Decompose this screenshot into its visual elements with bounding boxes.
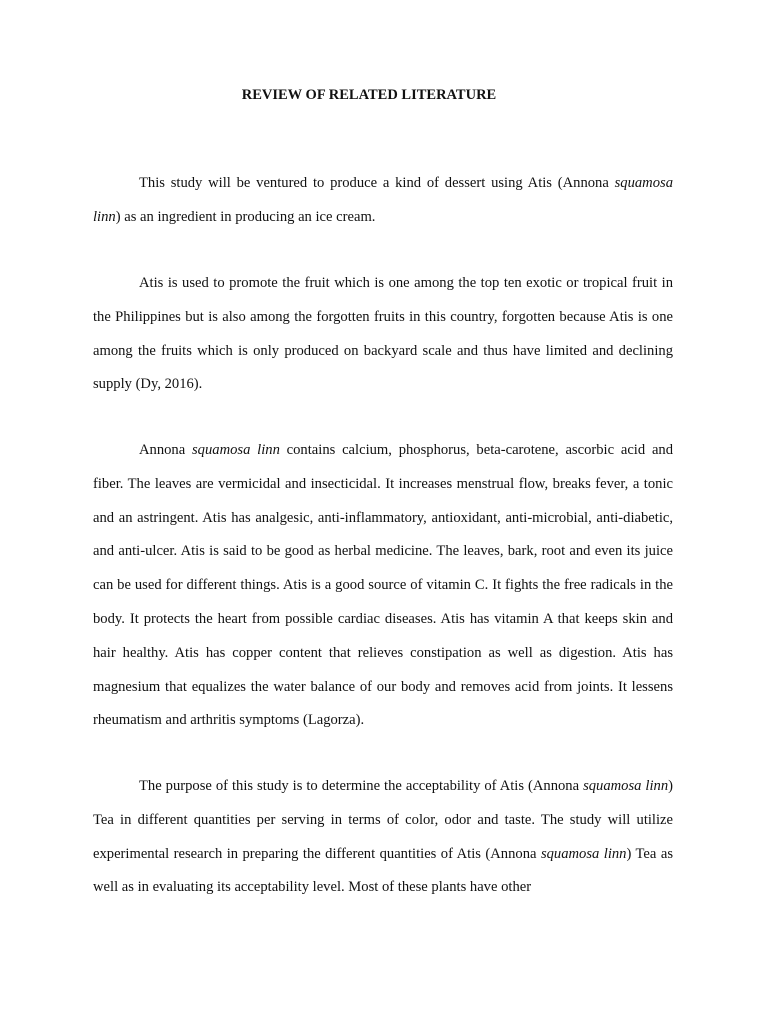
scientific-name: squamosa linn: [93, 175, 673, 225]
paragraph-text: ) Tea in different quantities per serving in terms of color, odor and taste. The study will utilize experimental research in preparing the different quantities of Atis (Annona: [93, 778, 674, 862]
scientific-name: squamosa linn: [192, 442, 280, 458]
scientific-name: squamosa linn: [583, 778, 669, 794]
paragraph-text: Atis is used to promote the fruit which is one among the top ten exotic or tropical fruit in the Philippines but is also among the forgotten fruits in this country, forgotten because Atis is one among the fruits which is only produced on backyard scale and thus have limited and declining supply (Dy, 2016).: [93, 275, 673, 393]
paragraph-4: [93, 770, 673, 905]
paragraph-2: [93, 267, 673, 402]
paragraph-1: [93, 167, 673, 235]
paragraph-text: contains calcium, phosphorus, beta-carotene, ascorbic acid and fiber. The leaves are vermicidal and insecticidal. It increases menstrual flow, breaks fever, a tonic and an astringent. Atis has analgesic, anti-inflammatory, antioxidant, anti-microbial, anti-diabetic, and anti-ulcer. Atis is said to be good as herbal medicine. The leaves, bark, root and even its juice can be used for different things. Atis is a good source of vitamin C. It fights the free radicals in the body. It protects the heart from possible cardiac diseases. Atis has vitamin A that keeps skin and hair healthy. Atis has copper content that relieves constipation as well as digestion. Atis has magnesium that equalizes the water balance of our body and removes acid from joints. It lessens rheumatism and arthritis symptoms (Lagorza).: [93, 442, 674, 729]
paragraph-text: Annona: [139, 442, 192, 458]
paragraph-text: ) Tea as well as in evaluating its acceptability level. Most of these plants have other: [93, 845, 674, 896]
document-title: REVIEW OF RELATED LITERATURE: [241, 87, 497, 103]
paragraph-3: [93, 434, 673, 738]
scientific-name: squamosa linn: [540, 845, 627, 862]
paragraph-text: ) as an ingredient in producing an ice cream.: [115, 208, 376, 225]
paragraph-text: This study will be ventured to produce a kind of dessert using Atis (Annona: [139, 175, 615, 191]
paragraph-text: The purpose of this study is to determine the acceptability of Atis (Annona: [139, 778, 584, 794]
